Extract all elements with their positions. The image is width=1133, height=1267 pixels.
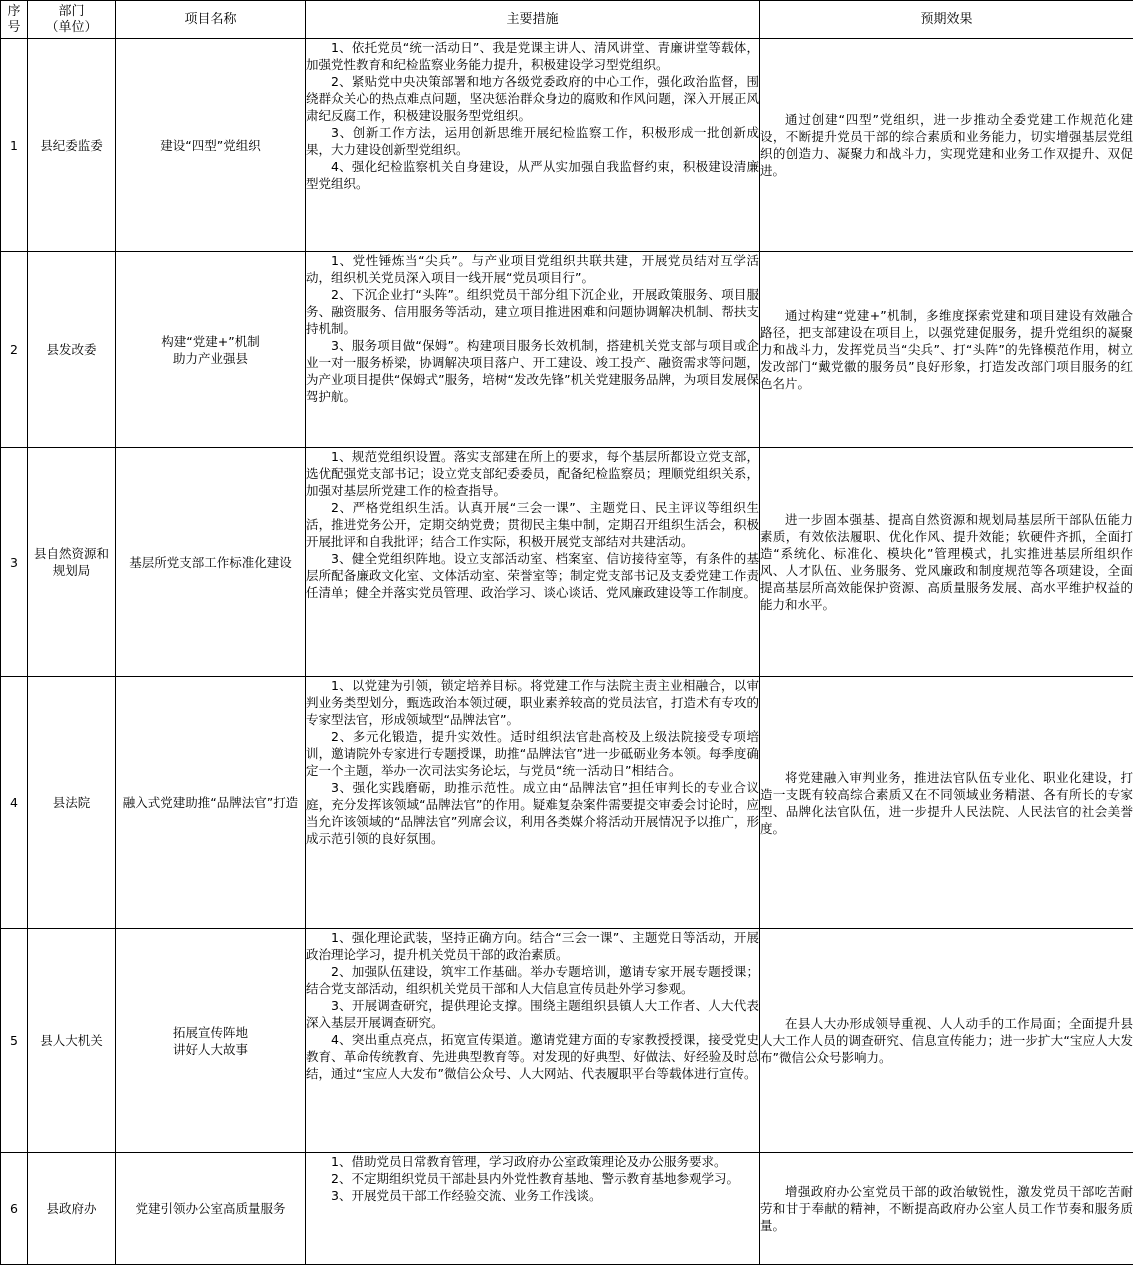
table-row — [1, 39, 1133, 252]
table-header-row — [1, 1, 1133, 39]
row-number: 5 — [1, 929, 28, 1153]
row-department: 县法院 — [28, 677, 116, 929]
measure-item: 1、依托党员“统一活动日”、我是党课主讲人、清风讲堂、青廉讲堂等载体，加强党性教育和纪检监察业务能力提升，积极建设学习型党组织。 — [306, 40, 759, 72]
measure-item: 2、严格党组织生活。认真开展“三会一课”、主题党日、民主评议等组织生活，推进党务公开，定期交纳党费；贯彻民主集中制，定期召开组织生活会，积极开展批评和自我批评；结合工作实际，积极开展党支部结对共建活动。 — [306, 500, 759, 549]
row-project: 党建引领办公室高质量服务 — [116, 1153, 306, 1265]
row-effect: 将党建融入审判业务，推进法官队伍专业化、职业化建设，打造一支既有较高综合素质又在不同领域业务精湛、各有所长的专家型、品牌化法官队伍，进一步提升人民法院、人民法官的社会美誉度。 — [760, 677, 1133, 929]
measure-item: 2、加强队伍建设，筑牢工作基础。举办专题培训，邀请专家开展专题授课；结合党支部活动，组织机关党员干部和人大信息宣传员赴外学习参观。 — [306, 964, 759, 996]
row-number: 4 — [1, 677, 28, 929]
row-project: 拓展宣传阵地 讲好人大故事 — [116, 929, 306, 1153]
row-project: 构建“党建+”机制 助力产业强县 — [116, 252, 306, 448]
row-effect: 增强政府办公室党员干部的政治敏锐性，激发党员干部吃苦耐劳和甘于奉献的精神，不断提高政府办公室人员工作节奏和服务质量。 — [760, 1153, 1133, 1265]
header-number: 序 号 — [1, 1, 28, 39]
row-measures — [306, 1153, 760, 1265]
measure-item: 3、服务项目做“保姆”。构建项目服务长效机制，搭建机关党支部与项目或企业一对一服务桥梁，协调解决项目落户、开工建设、竣工投产、融资需求等问题，为产业项目提供“保姆式”服务，培树“发改先锋”机关党建服务品牌，为项目发展保驾护航。 — [306, 338, 759, 404]
row-effect: 进一步固本强基、提高自然资源和规划局基层所干部队伍能力素质，有效依法履职、优化作风、提升效能；软硬件齐抓，全面打造“系统化、标准化、模块化”管理模式，扎实推进基层所组织作风、人才队伍、业务服务、党风廉政和制度规范等各项建设，全面提高基层所高效能保护资源、高质量服务发展、高水平维护权益的能力和水平。 — [760, 448, 1133, 677]
measure-item: 2、下沉企业打“头阵”。组织党员干部分组下沉企业，开展政策服务、项目服务、融资服务、信用服务等活动，建立项目推进困难和问题协调解决机制、帮扶支持机制。 — [306, 287, 759, 336]
measure-item: 2、多元化锻造，提升实效性。适时组织法官赴高校及上级法院接受专项培训，邀请院外专家进行专题授课，助推“品牌法官”进一步砥砺业务本领。每季度确定一个主题，举办一次司法实务论坛，与党员“统一活动日”相结合。 — [306, 729, 759, 778]
row-number: 1 — [1, 39, 28, 252]
row-number: 3 — [1, 448, 28, 677]
row-measures — [306, 929, 760, 1153]
measure-item: 1、强化理论武装，坚持正确方向。结合“三会一课”、主题党日等活动，开展政治理论学习，提升机关党员干部的政治素质。 — [306, 930, 759, 962]
measure-item: 3、创新工作方法，运用创新思维开展纪检监察工作，积极形成一批创新成果，大力建设创新型党组织。 — [306, 125, 759, 157]
row-project: 建设“四型”党组织 — [116, 39, 306, 252]
row-measures — [306, 448, 760, 677]
row-effect: 在县人大办形成领导重视、人人动手的工作局面；全面提升县人大工作人员的调查研究、信息宣传能力；进一步扩大“宝应人大发布”微信公众号影响力。 — [760, 929, 1133, 1153]
row-department: 县政府办 — [28, 1153, 116, 1265]
row-department: 县自然资源和规划局 — [28, 448, 116, 677]
row-effect: 通过构建“党建+”机制，多维度探索党建和项目建设有效融合路径，把支部建设在项目上，以强党建促服务，提升党组织的凝聚力和战斗力，发挥党员当“尖兵”、打“头阵”的先锋模范作用，树立发改部门“戴党徽的服务员”良好形象，打造发改部门项目服务的红色名片。 — [760, 252, 1133, 448]
measure-item: 4、突出重点亮点，拓宽宣传渠道。邀请党建方面的专家教授授课，接受党史教育、革命传统教育、先进典型教育等。对发现的好典型、好做法、好经验及时总结，通过“宝应人大发布”微信公众号、人大网站、代表履职平台等载体进行宣传。 — [306, 1032, 759, 1081]
header-department: 部门 （单位） — [28, 1, 116, 39]
row-number: 6 — [1, 1153, 28, 1265]
row-department: 县纪委监委 — [28, 39, 116, 252]
row-project: 融入式党建助推“品牌法官”打造 — [116, 677, 306, 929]
measure-item: 3、健全党组织阵地。设立支部活动室、档案室、信访接待室等，有条件的基层所配备廉政文化室、文体活动室、荣誉室等；制定党支部书记及支委党建工作责任清单；健全并落实党员管理、政治学习、谈心谈话、党风廉政建设等工作制度。 — [306, 551, 759, 600]
row-measures — [306, 677, 760, 929]
row-department: 县发改委 — [28, 252, 116, 448]
measure-item: 1、以党建为引领，锁定培养目标。将党建工作与法院主责主业相融合，以审判业务类型划分，甄选政治本领过硬，职业素养较高的党员法官，打造术有专攻的专家型法官，形成领域型“品牌法官”。 — [306, 678, 759, 727]
table-row — [1, 252, 1133, 448]
measure-item: 1、规范党组织设置。落实支部建在所上的要求，每个基层所都设立党支部，选优配强党支部书记；设立党支部纪委委员，配备纪检监察员；理顺党组织关系，加强对基层所党建工作的检查指导。 — [306, 449, 759, 498]
row-measures — [306, 252, 760, 448]
measure-item: 3、强化实践磨砺，助推示范性。成立由“品牌法官”担任审判长的专业合议庭，充分发挥该领域“品牌法官”的作用。疑难复杂案件需要提交审委会讨论时，应当允许该领域的“品牌法官”列席会议，利用各类媒介将活动开展情况予以推广，形成示范引领的良好氛围。 — [306, 780, 759, 846]
table-row — [1, 929, 1133, 1153]
measure-item: 3、开展党员干部工作经验交流、业务工作浅谈。 — [331, 1188, 602, 1203]
row-department: 县人大机关 — [28, 929, 116, 1153]
measure-item: 4、强化纪检监察机关自身建设，从严从实加强自我监督约束，积极建设清廉型党组织。 — [306, 159, 759, 191]
measure-item: 3、开展调查研究，提供理论支撑。围绕主题组织县镇人大工作者、人大代表深入基层开展调查研究。 — [306, 998, 759, 1030]
row-measures — [306, 39, 760, 252]
measure-item: 1、党性锤炼当“尖兵”。与产业项目党组织共联共建，开展党员结对互学活动，组织机关党员深入项目一线开展“党员项目行”。 — [306, 253, 759, 285]
row-effect: 通过创建“四型”党组织，进一步推动全委党建工作规范化建设，不断提升党员干部的综合素质和业务能力，切实增强基层党组织的创造力、凝聚力和战斗力，实现党建和业务工作双提升、双促进。 — [760, 39, 1133, 252]
row-number: 2 — [1, 252, 28, 448]
measure-item: 2、不定期组织党员干部赴县内外党性教育基地、警示教育基地参观学习。 — [331, 1171, 739, 1186]
header-project: 项目名称 — [116, 1, 306, 39]
measure-item: 1、借助党员日常教育管理，学习政府办公室政策理论及办公服务要求。 — [331, 1154, 727, 1169]
row-project: 基层所党支部工作标准化建设 — [116, 448, 306, 677]
table-row — [1, 1153, 1133, 1265]
header-measures: 主要措施 — [306, 1, 760, 39]
table-row — [1, 677, 1133, 929]
measure-item: 2、紧贴党中央决策部署和地方各级党委政府的中心工作，强化政治监督，围绕群众关心的热点难点问题，坚决惩治群众身边的腐败和作风问题，深入开展正风肃纪反腐工作，积极建设服务型党组织。 — [306, 74, 759, 123]
header-effect: 预期效果 — [760, 1, 1133, 39]
table-row — [1, 448, 1133, 677]
